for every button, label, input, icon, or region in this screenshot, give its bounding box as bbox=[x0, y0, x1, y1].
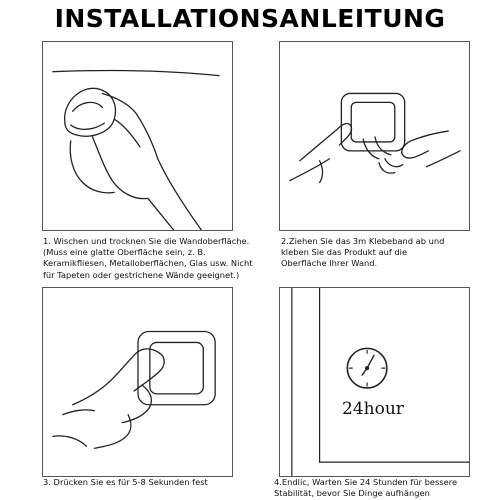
caption-line: kleben Sie das Produkt auf die bbox=[281, 247, 408, 258]
caption-line: 3. Drücken Sie es für 5-8 Sekunden fest bbox=[43, 477, 208, 487]
caption-line: Stabilität, bevor Sie Dinge aufhängen bbox=[274, 488, 430, 499]
step-4-illustration bbox=[279, 287, 470, 477]
step-3-illustration bbox=[42, 287, 233, 477]
step-2-caption bbox=[281, 236, 444, 270]
page-title: INSTALLATIONSANLEITUNG bbox=[54, 4, 446, 33]
caption-line: für Tapeten oder gestrichene Wände geeignet.) bbox=[43, 269, 240, 280]
caption-line: 2.Ziehen Sie das 3m Klebeband ab und bbox=[281, 236, 445, 246]
step-1-caption bbox=[43, 236, 253, 281]
wiping-hand-icon bbox=[43, 42, 232, 230]
clock-label: 24hour bbox=[342, 399, 404, 419]
caption-line: Keramikfliesen, Metalloberflächen, Glas usw. Nicht bbox=[43, 258, 253, 269]
pressing-hand-icon bbox=[43, 288, 232, 476]
caption-line: (Muss eine glatte Oberfläche sein, z. B. bbox=[43, 247, 206, 258]
caption-line: 1. Wischen und trocknen Sie die Wandoberfläche. bbox=[43, 236, 250, 246]
step-4-caption bbox=[274, 477, 457, 499]
caption-line: Oberfläche Ihrer Wand. bbox=[281, 258, 378, 269]
clock-icon bbox=[280, 288, 469, 476]
step-1-illustration bbox=[42, 41, 233, 231]
step-3-caption bbox=[43, 477, 208, 488]
step-2-illustration bbox=[279, 41, 470, 231]
peeling-tape-icon bbox=[280, 42, 469, 230]
caption-line: 4.Endlic, Warten Sie 24 Stunden für bessere bbox=[274, 477, 458, 487]
